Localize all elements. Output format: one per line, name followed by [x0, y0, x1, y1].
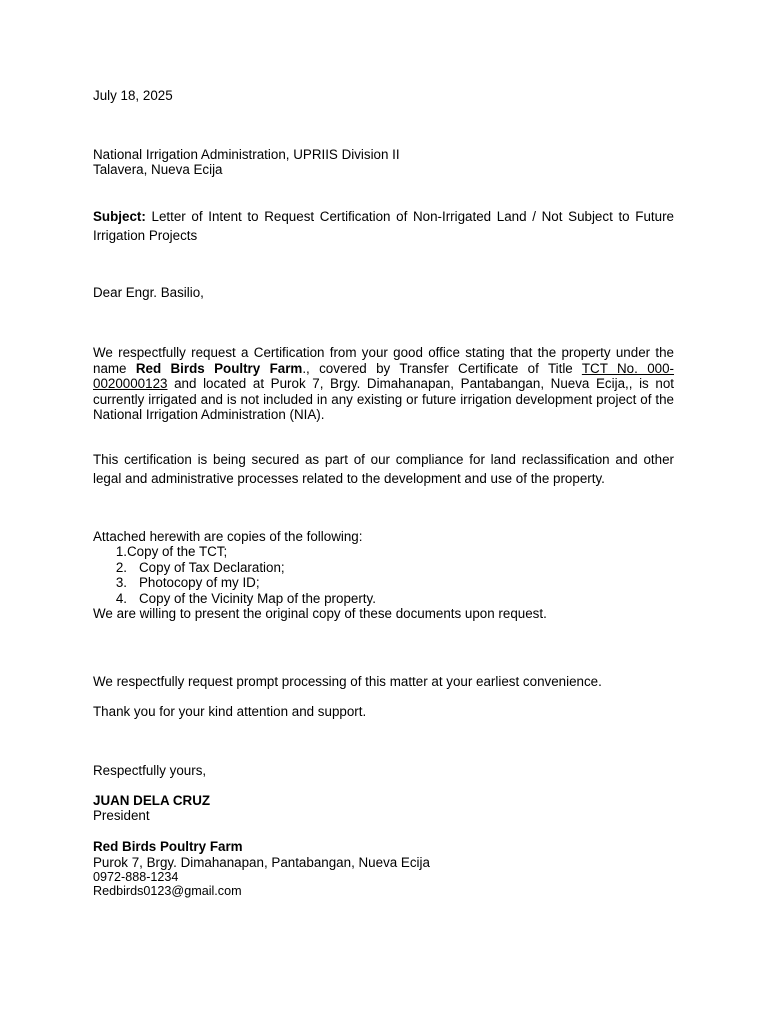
- attachments-intro: Attached herewith are copies of the following:: [93, 529, 363, 544]
- recipient-line-1: National Irrigation Administration, UPRIIS Division II: [93, 147, 400, 162]
- list-item: 2. Copy of Tax Declaration;: [115, 559, 285, 575]
- organization-address: Purok 7, Brgy. Dimahanapan, Pantabangan, Nueva Ecija: [93, 855, 430, 870]
- paragraph-thanks: Thank you for your kind attention and support.: [93, 704, 367, 719]
- subject-line: [93, 207, 674, 245]
- organization-phone: 0972-888-1234: [93, 870, 179, 884]
- attachments-list: [93, 544, 376, 606]
- closing: Respectfully yours,: [93, 763, 207, 778]
- paragraph-request: We respectfully request a Certification from your good office stating that the property under the name Red Birds Poultry Farm., covered by Transfer Certificate of Title TCT No. 000-0020000123 and located at Purok 7, Brgy. Dimahanapan, Pantabangan, Nueva Ecija,, is not currently irrigated and is not included in any existing or future irrigation development project of the National Irrigation Administration (NIA).: [93, 345, 675, 423]
- tct-number: TCT No. 000-0020000123: [93, 360, 675, 392]
- attachments-outro: We are willing to present the original copy of these documents upon request.: [93, 606, 547, 621]
- letter-date: July 18, 2025: [93, 88, 173, 103]
- signatory-title: President: [93, 808, 150, 823]
- organization-email: Redbirds0123@gmail.com: [93, 884, 242, 898]
- paragraph-purpose: This certification is being secured as part of our compliance for land reclassification and other legal and administrative processes related to the development and use of the property.: [93, 452, 674, 486]
- subject-label: Subject:: [93, 209, 146, 224]
- paragraph-prompt-processing: We respectfully request prompt processing of this matter at your earliest convenience.: [93, 674, 602, 689]
- list-item: 4. Copy of the Vicinity Map of the property.: [115, 590, 376, 606]
- salutation: Dear Engr. Basilio,: [93, 285, 204, 300]
- list-item: 1.Copy of the TCT;: [115, 544, 228, 559]
- organization-name: Red Birds Poultry Farm: [93, 839, 243, 854]
- company-name-bold: Red Birds Poultry Farm: [135, 360, 303, 376]
- subject-text: Letter of Intent to Request Certification of Non-Irrigated Land / Not Subject to Future Irrigation Projects: [93, 209, 674, 243]
- list-item: 3. Photocopy of my ID;: [115, 575, 260, 590]
- recipient-line-2: Talavera, Nueva Ecija: [93, 162, 223, 177]
- signatory-name: JUAN DELA CRUZ: [93, 793, 211, 808]
